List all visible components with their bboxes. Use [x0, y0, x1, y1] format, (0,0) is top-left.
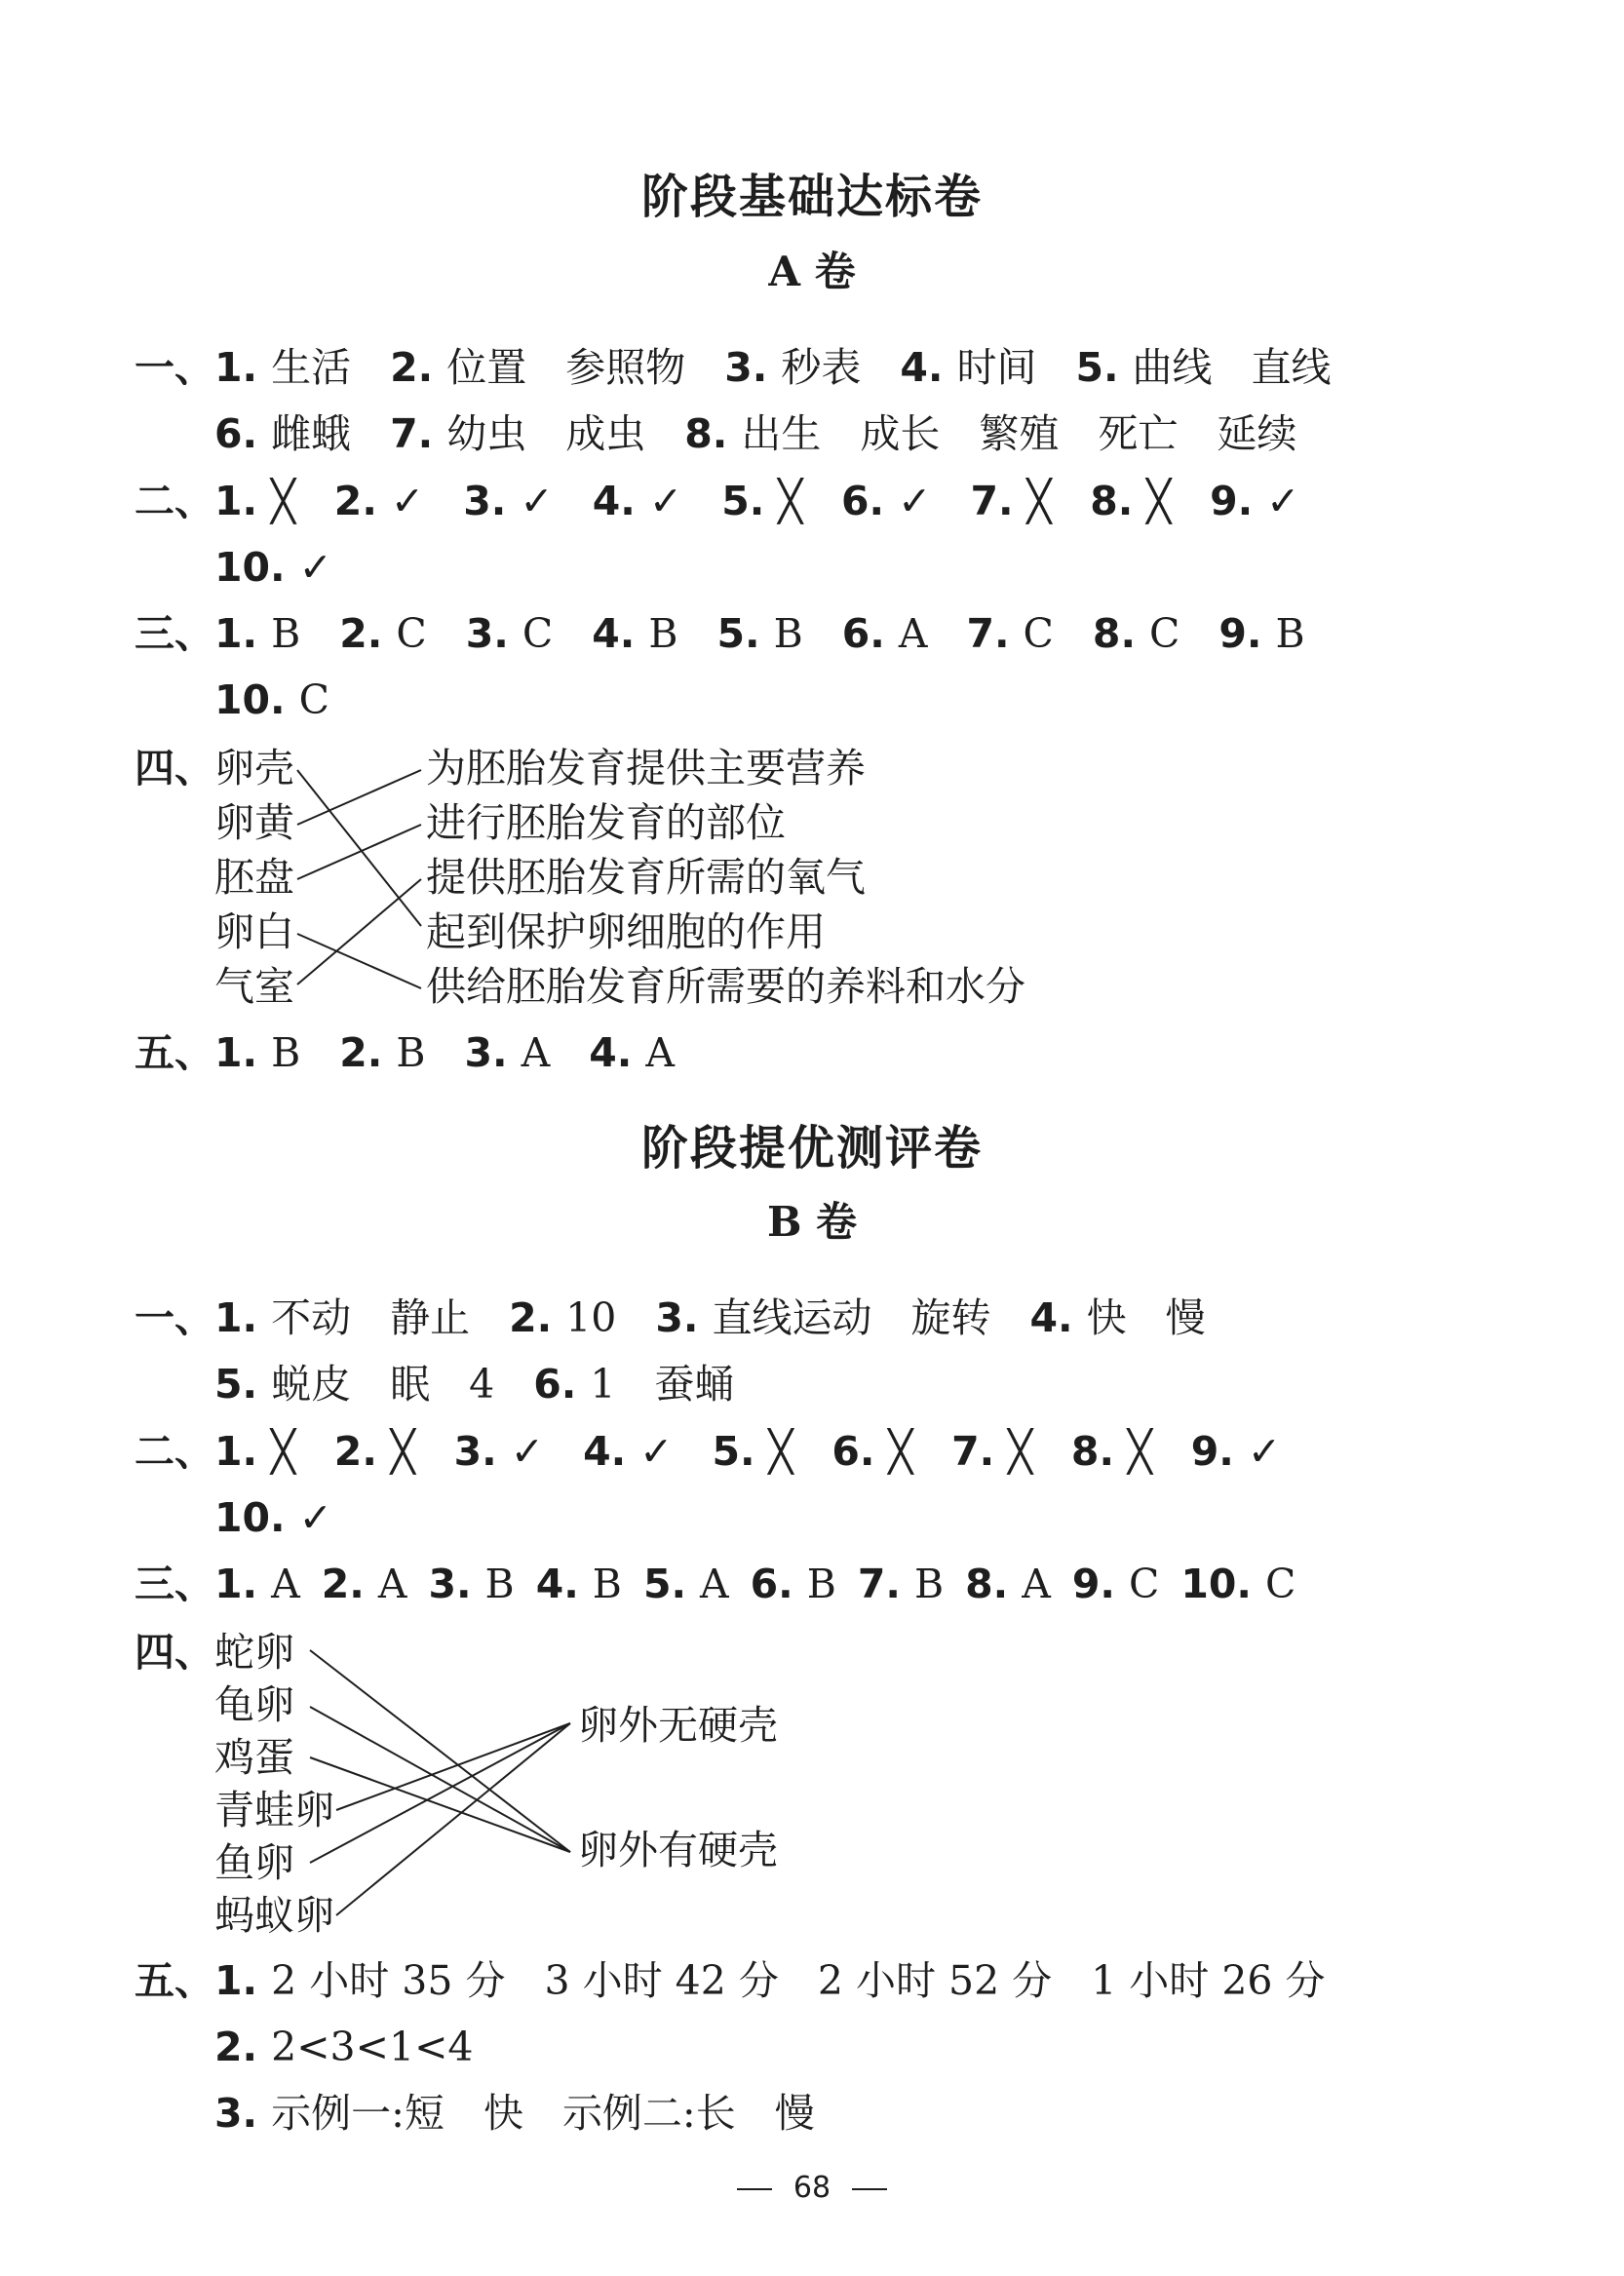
answer: 慢 [1165, 1294, 1206, 1341]
match-left-item: 胚盘 [214, 854, 294, 901]
item-number: 7. [966, 610, 1010, 657]
item-number: 3. [464, 1029, 508, 1076]
match-left-item: 气室 [214, 963, 294, 1010]
answer: C [396, 610, 427, 657]
item-number: 9. [1210, 478, 1254, 524]
answer: 蚕蛹 [654, 1361, 735, 1408]
answer: ✓ [639, 1428, 674, 1475]
item-number: 8. [1090, 478, 1134, 524]
answer: ╳ [1008, 1428, 1032, 1475]
item-number: 4. [1029, 1294, 1073, 1341]
answer: C [1149, 610, 1180, 657]
answer: ✓ [1266, 478, 1300, 524]
item-number: 6. [533, 1361, 577, 1408]
item-number: 2. [390, 344, 434, 391]
answer: 快 [483, 2090, 523, 2137]
answer: 秒表 [781, 344, 862, 391]
question-label: 二、 [135, 1428, 214, 1475]
answer: 延续 [1217, 410, 1297, 457]
answer: A [645, 1029, 675, 1076]
item-number: 9. [1071, 1561, 1115, 1607]
question-label: 三、 [135, 610, 214, 657]
item-number: 1. [214, 1428, 258, 1475]
item-number: 3. [655, 1294, 699, 1341]
item-number: 6. [214, 410, 258, 457]
answer: A [271, 1561, 300, 1607]
answer: ✓ [898, 478, 932, 524]
answer: A [1022, 1561, 1051, 1607]
match-left-item: 鱼卵 [214, 1839, 294, 1886]
answer: B [396, 1029, 426, 1076]
item-number: 9. [1190, 1428, 1234, 1475]
item-number: 4. [583, 1428, 627, 1475]
b-q5-row1 [135, 1957, 1365, 2004]
item-number: 5. [1075, 344, 1119, 391]
answer: B [773, 610, 803, 657]
page-number-dash-right [852, 2188, 887, 2190]
item-number: 1. [214, 344, 258, 391]
answer: ╳ [271, 1428, 295, 1475]
answer: 旋转 [910, 1294, 991, 1341]
item-number: 5. [721, 478, 765, 524]
answer: B [271, 610, 301, 657]
item-number: 4. [592, 478, 636, 524]
answer: 3 小时 42 分 [544, 1957, 779, 2004]
answer: A [377, 1561, 407, 1607]
match-left-item: 蚂蚁卵 [214, 1892, 334, 1939]
answer: ✓ [1247, 1428, 1282, 1475]
item-number: 4. [592, 610, 636, 657]
answer: 不动 [271, 1294, 352, 1341]
answer: 死亡 [1098, 410, 1179, 457]
item-number: 1. [214, 610, 258, 657]
item-number: 8. [1070, 1428, 1115, 1475]
answer: ✓ [390, 478, 425, 524]
answer: 出生 [741, 410, 822, 457]
b-q5-row2 [214, 2024, 513, 2070]
item-number: 2. [214, 2024, 258, 2070]
question-label: 一、 [135, 1294, 214, 1341]
item-number: 1. [214, 1029, 258, 1076]
answer: ╳ [1146, 478, 1172, 524]
answer: 2 小时 52 分 [817, 1957, 1053, 2004]
item-number: 7. [390, 410, 434, 457]
item-number: 3. [214, 2090, 258, 2137]
item-number: 7. [970, 478, 1014, 524]
item-number: 7. [951, 1428, 995, 1475]
match-left-item: 卵白 [214, 908, 294, 955]
answer: 10 [565, 1294, 617, 1341]
section-subtitle-a: A 卷 [768, 248, 856, 295]
item-number: 1. [214, 478, 258, 524]
answer: ╳ [1128, 1428, 1152, 1475]
item-number: 3. [465, 610, 509, 657]
answer: ✓ [648, 478, 683, 524]
item-number: 2. [339, 610, 383, 657]
item-number: 10. [214, 544, 286, 591]
answer: C [1265, 1561, 1296, 1607]
answer: 位置 [446, 344, 527, 391]
match-right-item: 为胚胎发育提供主要营养 [426, 745, 866, 791]
match-right-item: 供给胚胎发育所需要的养料和水分 [426, 963, 1025, 1010]
match-left-item: 卵黄 [214, 799, 294, 846]
item-number: 2. [333, 1428, 377, 1475]
question-label: 五、 [135, 1029, 214, 1076]
item-number: 2. [509, 1294, 553, 1341]
question-label: 一、 [135, 344, 214, 391]
item-number: 8. [684, 410, 728, 457]
answer: 示例二:长 [561, 2090, 736, 2137]
answer: 参照物 [565, 344, 686, 391]
question-label: 四、 [135, 745, 214, 791]
match-right-item: 提供胚胎发育所需的氧气 [426, 854, 866, 901]
section-subtitle-b: B 卷 [766, 1198, 858, 1246]
question-label: 五、 [135, 1957, 214, 2004]
match-right-item: 卵外有硬壳 [578, 1827, 778, 1873]
answer: ╳ [390, 1428, 415, 1475]
match-left-item: 青蛙卵 [214, 1787, 334, 1833]
answer: ╳ [768, 1428, 793, 1475]
section-title-a: 阶段基础达标卷 [640, 170, 983, 224]
answer: 静止 [390, 1294, 471, 1341]
answer: ✓ [510, 1428, 545, 1475]
item-number: 4. [589, 1029, 633, 1076]
match-right-item: 进行胚胎发育的部位 [426, 799, 786, 846]
answer: C [522, 610, 554, 657]
item-number: 10. [1180, 1561, 1252, 1607]
answer: B [806, 1561, 836, 1607]
question-label: 四、 [135, 1629, 214, 1676]
connector-line [336, 1723, 570, 1810]
answer: 直线 [1251, 344, 1332, 391]
page-number [0, 2171, 1624, 2205]
answer: ✓ [298, 544, 332, 591]
page-number-value: 68 [793, 2171, 831, 2205]
item-number: 10. [214, 676, 286, 723]
item-number: 1. [214, 1561, 258, 1607]
answer: A [898, 610, 928, 657]
match-right-item: 卵外无硬壳 [578, 1702, 778, 1749]
answer: 2 小时 35 分 [271, 1957, 506, 2004]
item-number: 6. [841, 610, 885, 657]
answer: B [1275, 610, 1305, 657]
item-number: 6. [841, 478, 885, 524]
item-number: 1. [214, 1294, 258, 1341]
answer: B [648, 610, 678, 657]
item-number: 7. [857, 1561, 902, 1607]
answer: A [521, 1029, 551, 1076]
answer: C [1128, 1561, 1160, 1607]
match-left-item: 龟卵 [214, 1681, 294, 1728]
item-number: 6. [750, 1561, 793, 1607]
answer: A [700, 1561, 729, 1607]
item-number: 5. [712, 1428, 755, 1475]
match-left-item: 鸡蛋 [214, 1734, 294, 1781]
answer: 雌蛾 [271, 410, 352, 457]
answer: 示例一:短 [271, 2090, 445, 2137]
item-number: 2. [321, 1561, 365, 1607]
answer: 直线运动 [712, 1294, 872, 1341]
answer: B [484, 1561, 515, 1607]
item-number: 4. [900, 344, 944, 391]
page-number-dash-left [737, 2188, 772, 2190]
answer: C [1023, 610, 1054, 657]
answer: B [271, 1029, 301, 1076]
item-number: 2. [333, 478, 377, 524]
answer: 快 [1086, 1294, 1127, 1341]
answer: 时间 [956, 344, 1037, 391]
answer: 眠 [390, 1361, 431, 1408]
answer: 曲线 [1132, 344, 1213, 391]
item-number: 8. [965, 1561, 1009, 1607]
answer: ╳ [778, 478, 802, 524]
item-number: 1. [214, 1957, 258, 2004]
question-label: 三、 [135, 1561, 214, 1607]
b-q5-row3 [214, 2090, 854, 2137]
item-number: 8. [1092, 610, 1137, 657]
item-number: 9. [1218, 610, 1262, 657]
answer: ✓ [298, 1494, 332, 1541]
match-left-item: 蛇卵 [214, 1629, 294, 1676]
answer: ╳ [1026, 478, 1052, 524]
connector-line [336, 1723, 570, 1915]
item-number: 10. [214, 1494, 286, 1541]
answer: 1 小时 26 分 [1091, 1957, 1326, 2004]
match-right-item: 起到保护卵细胞的作用 [426, 908, 826, 955]
item-number: 5. [214, 1361, 258, 1408]
answer: 蜕皮 [271, 1361, 352, 1408]
item-number: 4. [535, 1561, 579, 1607]
question-label: 二、 [135, 478, 214, 524]
answer: ╳ [888, 1428, 913, 1475]
answer: ╳ [271, 478, 295, 524]
answer: 慢 [774, 2090, 815, 2137]
item-number: 3. [453, 1428, 497, 1475]
answer: 幼虫 [446, 410, 527, 457]
item-number: 2. [339, 1029, 383, 1076]
item-number: 3. [724, 344, 768, 391]
item-number: 5. [716, 610, 760, 657]
answer: 4 [469, 1361, 495, 1408]
answer: 繁殖 [979, 410, 1060, 457]
answer: B [914, 1561, 945, 1607]
answer: 成虫 [565, 410, 646, 457]
section-title-b: 阶段提优测评卷 [640, 1121, 983, 1176]
item-number: 3. [428, 1561, 472, 1607]
answer: C [298, 676, 330, 723]
item-number: 5. [642, 1561, 687, 1607]
answer: 2<3<1<4 [271, 2024, 474, 2070]
connector-line [310, 1650, 570, 1852]
item-number: 3. [463, 478, 507, 524]
match-left-item: 卵壳 [214, 745, 294, 791]
answer: B [592, 1561, 622, 1607]
answer: ✓ [520, 478, 554, 524]
answer: 1 [590, 1361, 616, 1408]
answer: 生活 [271, 344, 352, 391]
answer: 成长 [860, 410, 941, 457]
connector-line [310, 1723, 570, 1863]
item-number: 6. [831, 1428, 875, 1475]
